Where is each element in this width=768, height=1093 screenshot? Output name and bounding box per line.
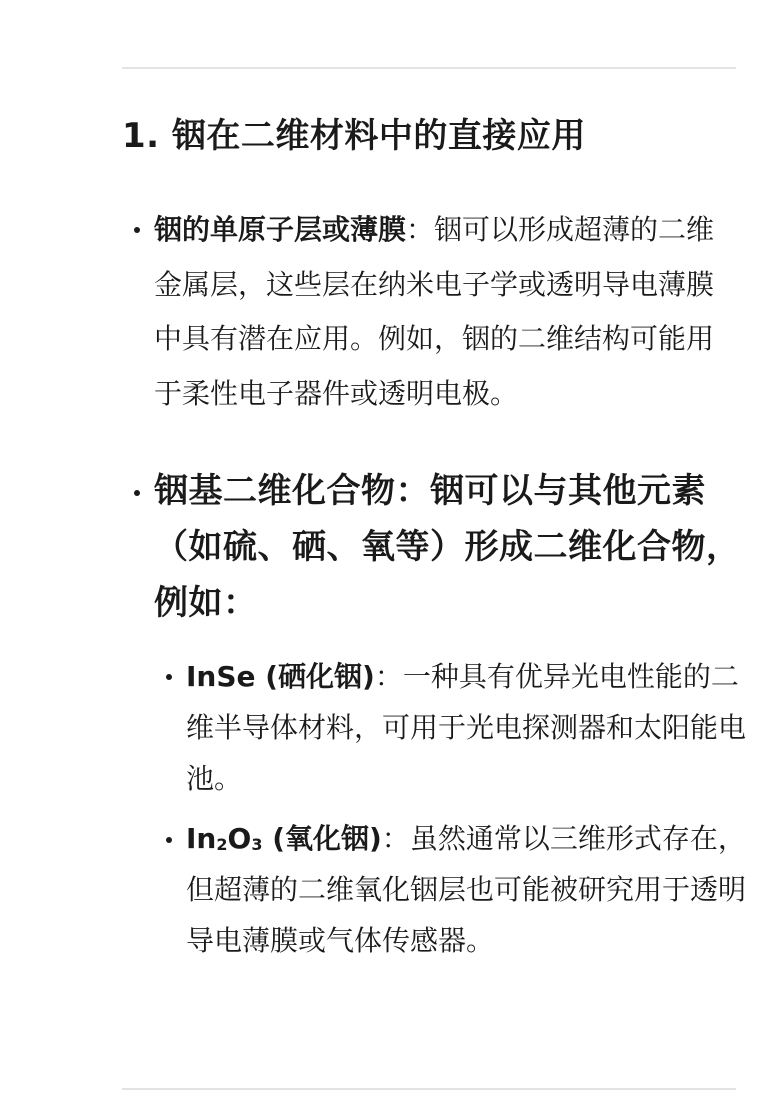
list-item: 铟基二维化合物：铟可以与其他元素（如硫、硒、氧等）形成二维化合物，例如： — [154, 471, 741, 623]
sub-list-item-text: 虽然通常以三维形式存在，但超薄的二维氧化铟层也可能被研究用于透明导电薄膜或气体传感器。 — [186, 822, 747, 957]
label-part: O — [227, 822, 252, 855]
sub-list-item — [186, 651, 746, 804]
label-part: (氧化铟) — [262, 822, 382, 855]
sub-list-item — [186, 813, 746, 966]
list-item-label: 铟的单原子层或薄膜 — [154, 213, 407, 246]
label-separator: ： — [406, 213, 435, 246]
sub-bullet-dot — [166, 837, 172, 843]
list-item — [154, 203, 734, 421]
label-part: In — [186, 822, 217, 855]
label-separator: ： — [381, 822, 410, 855]
bottom-divider — [122, 1088, 736, 1090]
sub-bullet-dot — [166, 674, 172, 680]
sub-list-item-text: 一种具有优异光电性能的二维半导体材料，可用于光电探测器和太阳能电池。 — [186, 660, 747, 795]
sub-list-item-label — [186, 822, 382, 855]
list-item-text: 铟可以形成超薄的二维金属层，这些层在纳米电子学或透明导电薄膜中具有潜在应用。例如，铟的二维结构可能用于柔性电子器件或透明电极。 — [154, 213, 715, 410]
section-heading: 1. 铟在二维材料中的直接应用 — [122, 116, 586, 156]
sub-list-item-label: InSe (硒化铟) — [186, 660, 375, 693]
label-subscript: 3 — [251, 835, 263, 854]
label-separator: ： — [374, 660, 403, 693]
bullet-dot — [134, 490, 140, 496]
label-subscript: 2 — [216, 835, 228, 854]
top-divider — [122, 67, 736, 69]
bullet-dot — [134, 227, 140, 233]
